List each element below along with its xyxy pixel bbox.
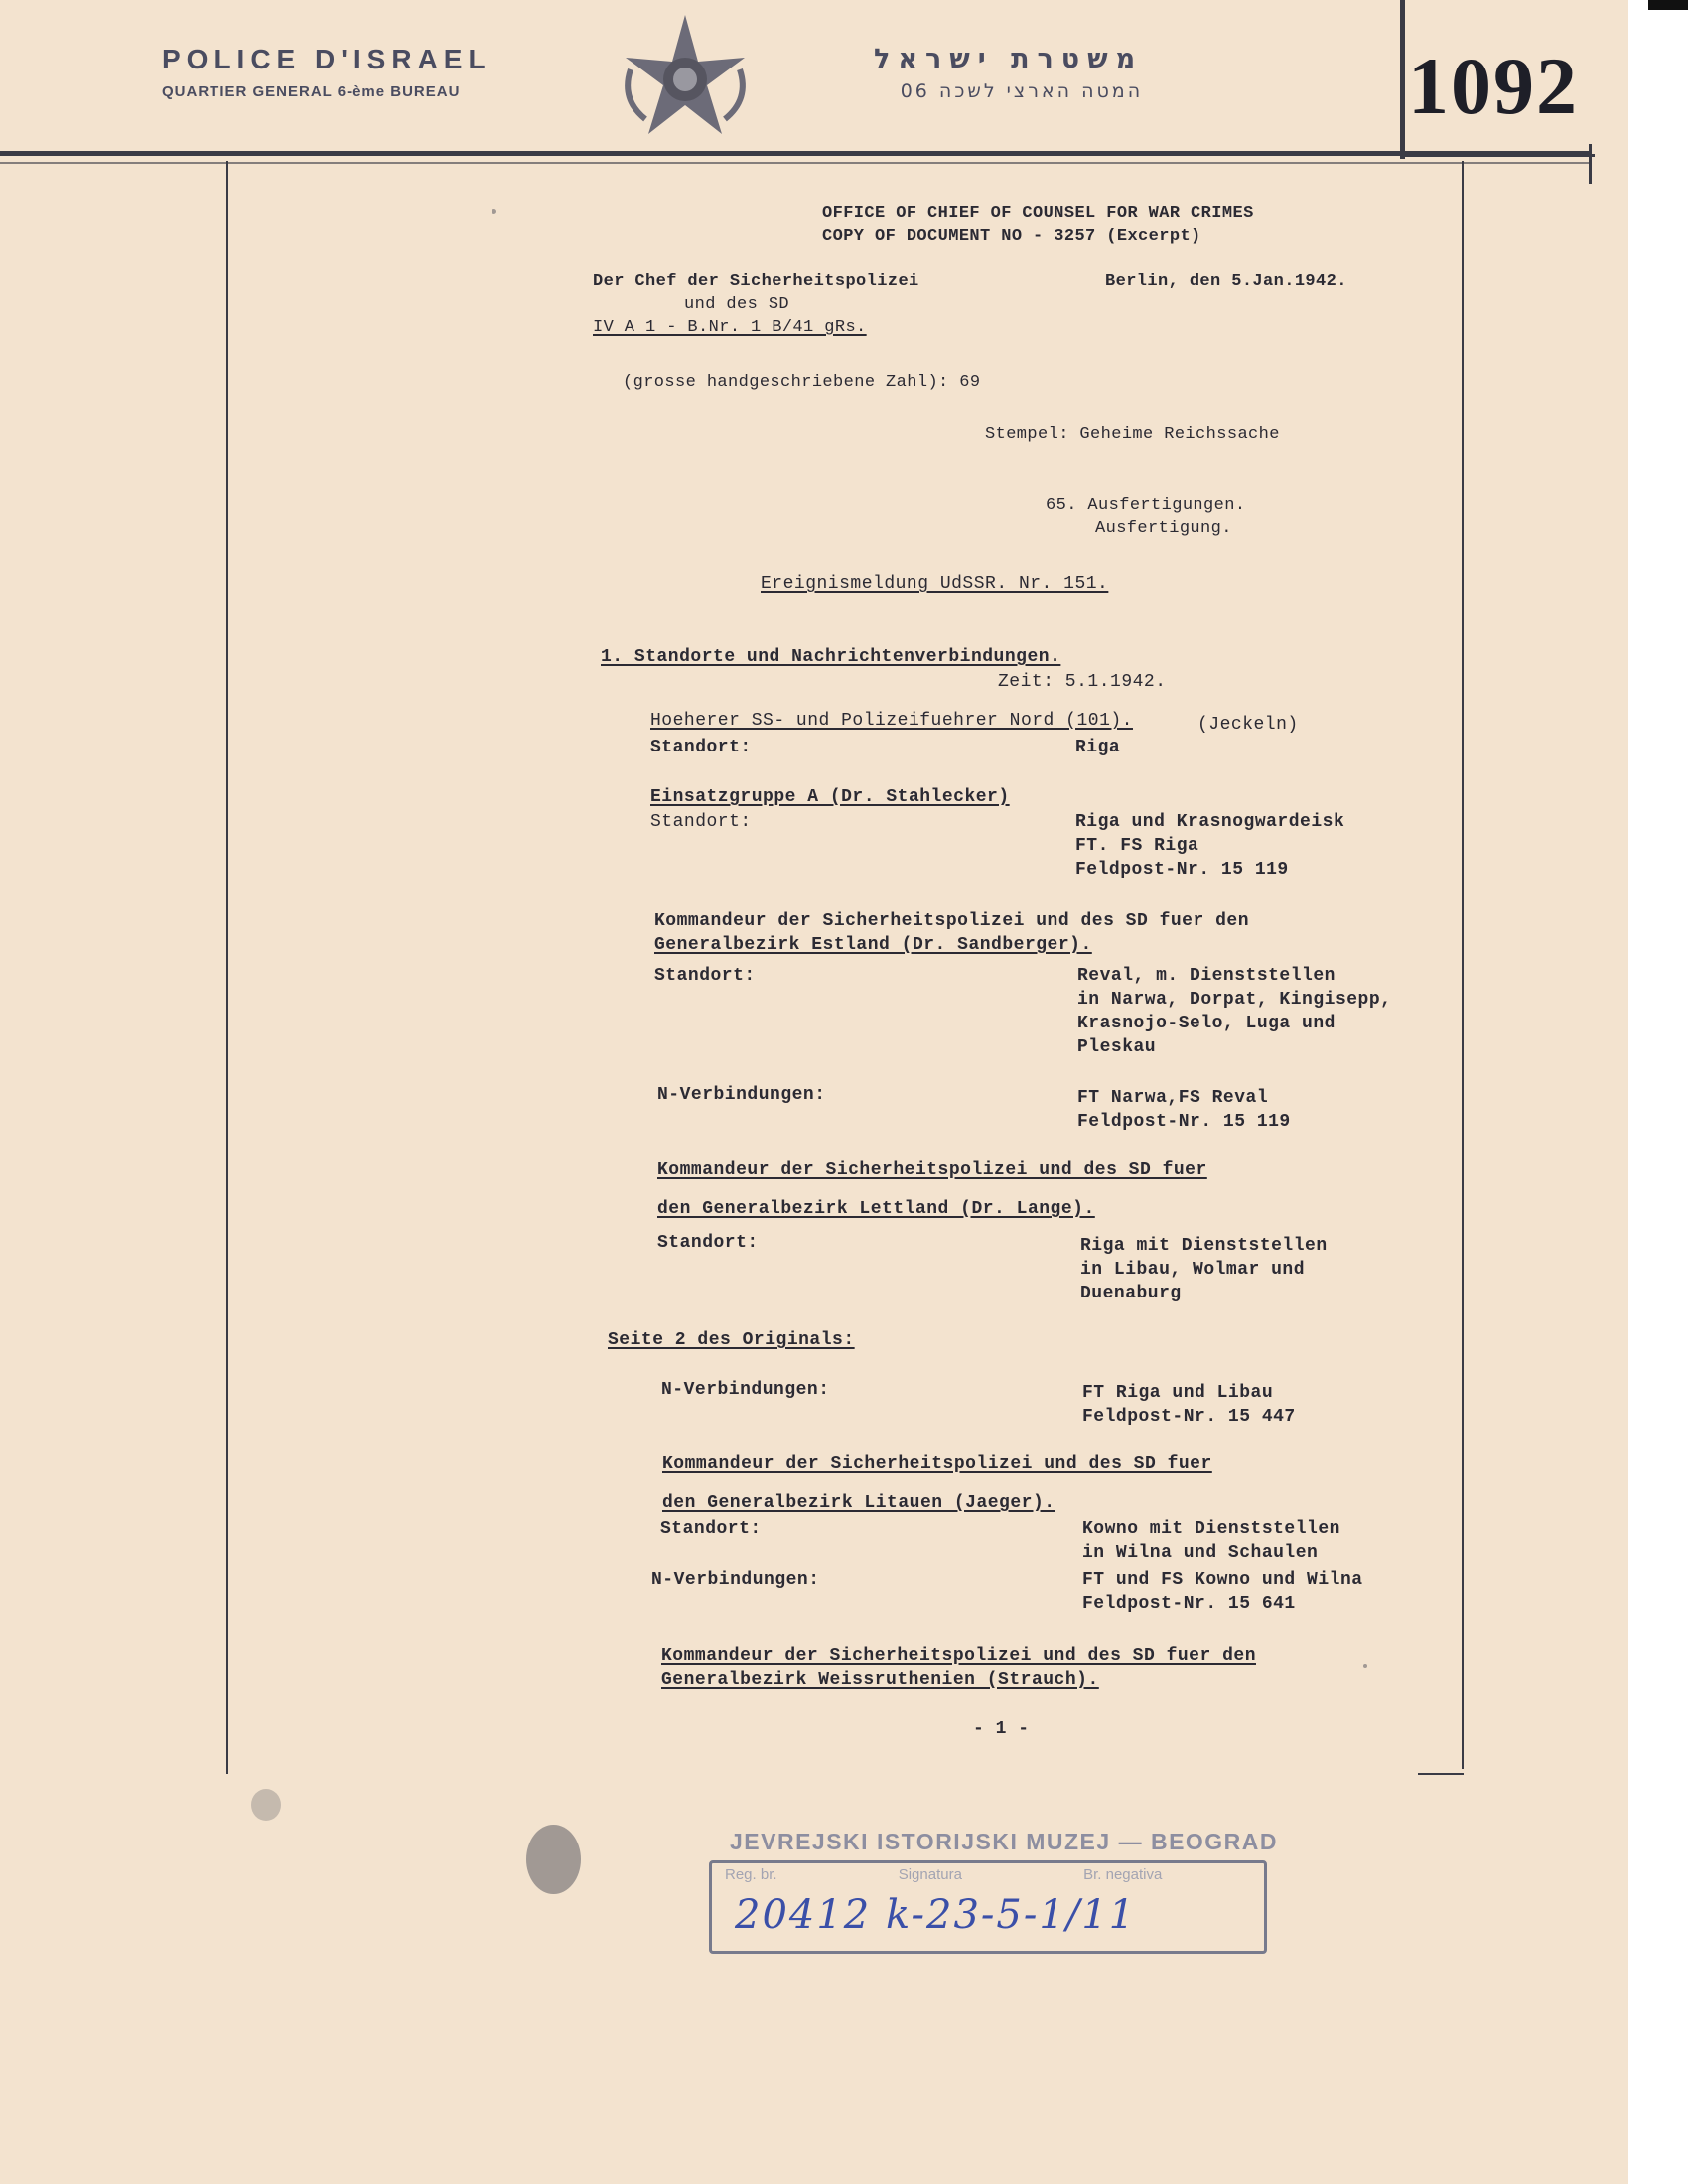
value-line: FT Narwa,FS Reval <box>1077 1088 1269 1108</box>
value-line: Feldpost-Nr. 15 119 <box>1075 860 1289 880</box>
block-value-nverb-lettland <box>1082 1381 1296 1429</box>
corner-mark <box>1648 0 1688 10</box>
block-label-estland: Standort: <box>654 966 756 986</box>
section-heading: 1. Standorte und Nachrichtenverbindungen. <box>601 647 1061 667</box>
block-heading-hsspf-suffix: (Jeckeln) <box>1197 715 1299 735</box>
number-box-bottom-border <box>1400 154 1595 157</box>
museum-stamp-label: JEVREJSKI ISTORIJSKI MUZEJ — BEOGRAD <box>730 1829 1279 1854</box>
museum-field-reg: Reg. br. <box>725 1866 777 1883</box>
museum-field-negativ: Br. negativa <box>1083 1866 1163 1883</box>
block-label-nverb-lettland: N-Verbindungen: <box>661 1380 830 1400</box>
office-line1: OFFICE OF CHIEF OF COUNSEL FOR WAR CRIMES <box>822 205 1254 223</box>
block-label-hsspf: Standort: <box>650 738 752 757</box>
original-page-marker: Seite 2 des Originals: <box>608 1330 855 1350</box>
ink-dot <box>1363 1664 1367 1668</box>
block-heading-einsatzgruppe: Einsatzgruppe A (Dr. Stahlecker) <box>650 787 1010 807</box>
handwritten-note: (grosse handgeschriebene Zahl): 69 <box>623 373 981 392</box>
block-value-nverb-estland <box>1077 1086 1291 1134</box>
sender-reference: IV A 1 - B.Nr. 1 B/41 gRs. <box>593 318 867 337</box>
block-label-lettland: Standort: <box>657 1233 759 1253</box>
sender-block <box>593 270 919 339</box>
value-line: FT. FS Riga <box>1075 836 1199 856</box>
value-line: Reval, m. Dienststellen <box>1077 966 1336 986</box>
letterhead-right <box>874 44 1143 102</box>
sender-date: Berlin, den 5.Jan.1942. <box>1105 272 1347 291</box>
letterhead-rule-thin <box>0 162 1589 164</box>
museum-field-signatura: Signatura <box>898 1866 962 1883</box>
page-number: - 1 - <box>973 1719 1030 1739</box>
block-heading-litauen-2: den Generalbezirk Litauen (Jaeger). <box>662 1493 1055 1513</box>
value-line: in Wilna und Schaulen <box>1082 1543 1319 1563</box>
letterhead-title-fr: POLICE D'ISRAEL <box>162 44 492 74</box>
heading-line: Kommandeur der Sicherheitspolizei und des SD fuer den <box>661 1646 1256 1666</box>
block-label-einsatzgruppe: Standort: <box>650 812 752 832</box>
block-label-nverb-litauen: N-Verbindungen: <box>651 1570 820 1590</box>
value-line: Feldpost-Nr. 15 119 <box>1077 1112 1291 1132</box>
block-heading-litauen-1: Kommandeur der Sicherheitspolizei und des SD fuer <box>662 1454 1212 1474</box>
office-heading <box>822 203 1254 248</box>
number-box-left-border <box>1400 0 1405 159</box>
heading-line: Generalbezirk Estland (Dr. Sandberger). <box>654 935 1092 955</box>
value-line: Krasnojo-Selo, Luga und <box>1077 1014 1336 1033</box>
letterhead-title-he: משטרת ישראל <box>874 44 1144 74</box>
report-title: Ereignismeldung UdSSR. Nr. 151. <box>761 574 1109 594</box>
ink-smudge <box>251 1789 281 1821</box>
ink-dot <box>492 209 496 214</box>
block-label-nverb-estland: N-Verbindungen: <box>657 1085 826 1105</box>
copies-line2: Ausfertigung. <box>1095 519 1232 538</box>
block-heading-lettland-2: den Generalbezirk Lettland (Dr. Lange). <box>657 1199 1095 1219</box>
block-value-hsspf: Riga <box>1075 738 1121 757</box>
value-line: in Libau, Wolmar und <box>1080 1260 1306 1280</box>
value-line: Kowno mit Dienststellen <box>1082 1519 1340 1539</box>
block-value-lettland <box>1080 1234 1328 1305</box>
copies-line1: 65. Ausfertigungen. <box>1046 496 1246 515</box>
museum-registration-number: 20412 k-23-5-1/11 <box>735 1892 1137 1938</box>
number-box-right-border <box>1589 144 1592 184</box>
letterhead-left <box>162 44 492 100</box>
letterhead-subtitle-fr: QUARTIER GENERAL 6-ème BUREAU <box>162 83 461 100</box>
block-value-nverb-litauen <box>1082 1569 1363 1616</box>
police-emblem-icon <box>611 10 760 149</box>
block-heading-weissruthenien <box>661 1644 1256 1692</box>
heading-line: Kommandeur der Sicherheitspolizei und des SD fuer den <box>654 911 1249 931</box>
value-line: FT Riga und Libau <box>1082 1383 1274 1403</box>
value-line: in Narwa, Dorpat, Kingisepp, <box>1077 990 1392 1010</box>
block-heading-hsspf: Hoeherer SS- und Polizeifuehrer Nord (101). <box>650 711 1133 731</box>
value-line: Riga und Krasnogwardeisk <box>1075 812 1345 832</box>
value-line: Feldpost-Nr. 15 641 <box>1082 1594 1296 1614</box>
document-number: 1092 <box>1408 41 1579 131</box>
value-line: Duenaburg <box>1080 1284 1182 1303</box>
ink-smudge <box>526 1825 581 1894</box>
sender-line2: und des SD <box>684 295 790 314</box>
value-line: Feldpost-Nr. 15 447 <box>1082 1407 1296 1427</box>
office-line2: COPY OF DOCUMENT NO - 3257 (Excerpt) <box>822 227 1201 246</box>
block-heading-lettland-1: Kommandeur der Sicherheitspolizei und des SD fuer <box>657 1160 1207 1180</box>
stamp-note: Stempel: Geheime Reichssache <box>985 425 1280 444</box>
block-label-litauen: Standort: <box>660 1519 762 1539</box>
frame-bottom-mark <box>1418 1773 1464 1775</box>
block-heading-estland <box>654 909 1249 957</box>
block-value-litauen <box>1082 1517 1340 1565</box>
museum-stamp-fields <box>725 1866 1279 1883</box>
value-line: FT und FS Kowno und Wilna <box>1082 1570 1363 1590</box>
value-line: Pleskau <box>1077 1037 1157 1057</box>
letterhead-subtitle-he: המטה הארצי לשכה 06 <box>900 80 1144 102</box>
section-time: Zeit: 5.1.1942. <box>998 672 1167 692</box>
letterhead-rule <box>0 151 1589 156</box>
copies-note <box>1046 494 1245 540</box>
frame-right-border <box>1462 161 1464 1769</box>
frame-left-border <box>226 161 228 1774</box>
block-value-einsatzgruppe <box>1075 810 1344 882</box>
value-line: Riga mit Dienststellen <box>1080 1236 1328 1256</box>
paper-edge <box>1628 0 1688 2184</box>
block-value-estland <box>1077 964 1391 1059</box>
heading-line: Generalbezirk Weissruthenien (Strauch). <box>661 1670 1099 1690</box>
sender-line1: Der Chef der Sicherheitspolizei <box>593 272 919 291</box>
